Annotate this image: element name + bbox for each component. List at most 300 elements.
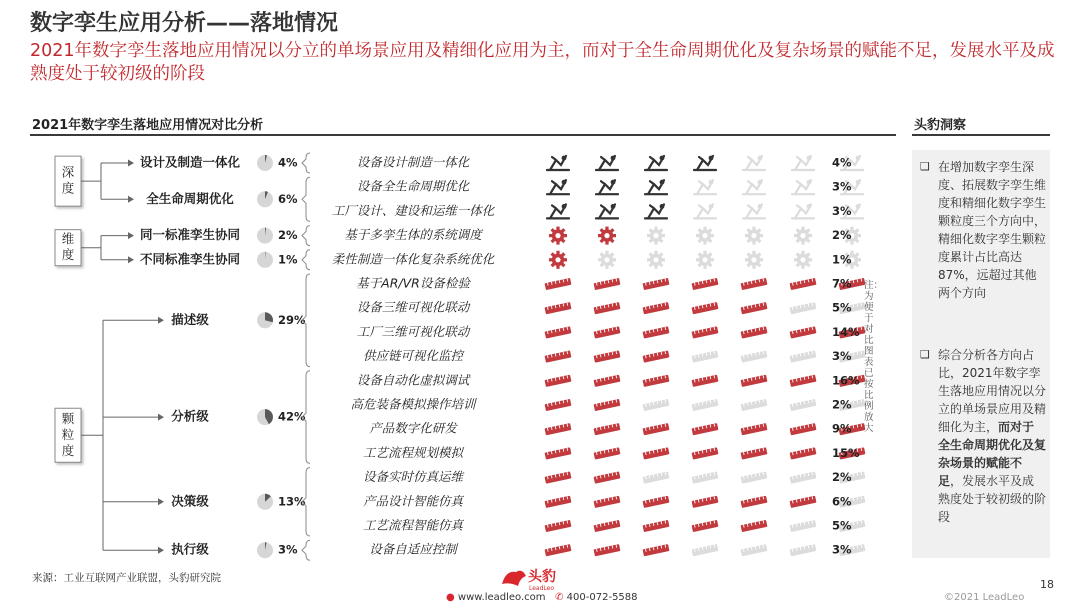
ruler-tick xyxy=(563,521,564,524)
item-value: 3% xyxy=(832,203,852,218)
ruler-tick xyxy=(567,424,568,427)
ruler-filled-icon xyxy=(643,496,670,508)
arrow-icon xyxy=(158,414,164,421)
insight-text xyxy=(938,346,1046,526)
ruler-filled-icon xyxy=(643,520,670,532)
ruler-tick xyxy=(759,497,760,500)
page-subtitle: 2021年数字孪生落地应用情况以分立的单场景应用及精细化应用为主，而对于全生命周期优化及复杂场景的赋能不足，发展水平及成熟度处于较初级的阶段 xyxy=(30,41,1055,84)
ruler-filled-icon xyxy=(643,423,670,435)
group-label: 颗 xyxy=(61,410,75,426)
ruler-tick xyxy=(657,546,658,549)
item-value: 2% xyxy=(832,397,852,412)
ruler-tick xyxy=(555,475,556,478)
ruler-tick xyxy=(653,329,654,332)
ruler-filled-icon xyxy=(545,544,572,556)
ruler-tick xyxy=(747,500,748,503)
ruler-filled-icon xyxy=(545,520,572,532)
brace xyxy=(302,250,310,270)
ruler-tick xyxy=(714,472,715,475)
ruler-icon xyxy=(790,544,817,556)
insight-text-post: ，发展水平及成熟度处于较初级的阶段 xyxy=(938,474,1047,524)
item-value: 14% xyxy=(832,324,860,339)
ruler-tick xyxy=(792,307,793,310)
ruler-tick xyxy=(763,375,764,378)
ruler-filled-icon xyxy=(643,302,670,314)
ruler-tick xyxy=(653,475,654,478)
ruler-tick xyxy=(706,450,707,453)
ruler-filled-icon xyxy=(692,496,719,508)
ruler-tick xyxy=(792,404,793,407)
ruler-filled-icon xyxy=(741,326,768,338)
ruler-tick xyxy=(551,427,552,430)
ruler-tick xyxy=(698,306,699,309)
ruler-tick xyxy=(702,499,703,502)
ruler-tick xyxy=(551,306,552,309)
gear-hole xyxy=(751,257,756,262)
ruler-tick xyxy=(857,521,858,524)
ruler-icon xyxy=(741,520,768,532)
ruler-tick xyxy=(547,549,548,552)
ruler-tick xyxy=(710,279,711,282)
ruler-tick xyxy=(698,330,699,333)
ruler-filled-icon xyxy=(545,375,572,387)
ruler-tick xyxy=(710,376,711,379)
brace xyxy=(302,153,310,173)
ruler-tick xyxy=(796,500,797,503)
ruler-filled-icon xyxy=(545,302,572,314)
gear-icon xyxy=(598,227,616,245)
cad-drafting-icon xyxy=(547,156,569,170)
ruler-tick xyxy=(563,400,564,403)
ruler-icon xyxy=(741,302,768,314)
ruler-filled-icon xyxy=(741,278,768,290)
ruler-tick xyxy=(567,303,568,306)
ruler-tick xyxy=(710,521,711,524)
bullet-icon: ❑ xyxy=(920,348,930,361)
ruler-tick xyxy=(751,547,752,550)
ruler-tick xyxy=(612,328,613,331)
ruler-tick xyxy=(694,452,695,455)
ruler-icon xyxy=(545,399,572,411)
ruler-tick xyxy=(645,404,646,407)
ruler-icon xyxy=(790,375,817,387)
cad-drafting-icon xyxy=(792,204,814,218)
arrow-icon xyxy=(158,317,164,324)
ruler-tick xyxy=(743,525,744,528)
item-value: 3% xyxy=(832,179,852,194)
group-label: 度 xyxy=(61,247,75,263)
ruler-tick xyxy=(567,545,568,548)
ruler-tick xyxy=(751,499,752,502)
cad-drafting-filled-icon xyxy=(547,180,569,194)
ruler-tick xyxy=(706,329,707,332)
ruler-tick xyxy=(702,305,703,308)
ruler-tick xyxy=(604,547,605,550)
ruler-tick xyxy=(857,546,858,549)
ruler-tick xyxy=(657,401,658,404)
ruler-tick xyxy=(800,354,801,357)
ruler-icon xyxy=(643,350,670,362)
ruler-tick xyxy=(800,499,801,502)
ruler-tick xyxy=(645,307,646,310)
ruler-filled-icon xyxy=(741,496,768,508)
ruler-tick xyxy=(853,280,854,283)
ruler-tick xyxy=(600,524,601,527)
ruler-tick xyxy=(747,306,748,309)
item-value: 4% xyxy=(832,155,852,170)
ruler-tick xyxy=(861,327,862,330)
ruler-tick xyxy=(747,451,748,454)
ruler-filled-icon xyxy=(692,375,719,387)
ruler-tick xyxy=(600,379,601,382)
ruler-tick xyxy=(653,378,654,381)
ruler-tick xyxy=(706,425,707,428)
globe-icon: ● xyxy=(446,592,455,603)
ruler-tick xyxy=(657,474,658,477)
ruler-icon xyxy=(594,544,621,556)
item-label: 基于多孪生体的系统调度 xyxy=(344,227,482,243)
ruler-tick xyxy=(853,425,854,428)
item-label: 设备实时仿真运维 xyxy=(362,469,464,485)
ruler-tick xyxy=(800,450,801,453)
item-label: 设备自动化虚拟调试 xyxy=(356,372,470,388)
ruler-tick xyxy=(792,428,793,431)
ruler-tick xyxy=(747,330,748,333)
ruler-tick xyxy=(563,352,564,355)
ruler-tick xyxy=(702,523,703,526)
ruler-tick xyxy=(596,549,597,552)
ruler-icon xyxy=(643,471,670,483)
ruler-tick xyxy=(755,329,756,332)
ruler-tick xyxy=(861,303,862,306)
ruler-tick xyxy=(861,520,862,523)
ruler-tick xyxy=(653,402,654,405)
ruler-tick xyxy=(604,378,605,381)
ruler-tick xyxy=(665,520,666,523)
ruler-tick xyxy=(616,424,617,427)
ruler-tick xyxy=(853,304,854,307)
cad-drafting-icon xyxy=(596,180,618,194)
ruler-icon xyxy=(594,520,621,532)
item-label: 设备三维可视化联动 xyxy=(356,299,470,315)
ruler-tick xyxy=(567,351,568,354)
ruler-tick xyxy=(604,281,605,284)
ruler-tick xyxy=(608,304,609,307)
item-label: 供应链可视化监控 xyxy=(362,348,464,364)
item-value: 3% xyxy=(832,349,852,364)
item-label: 产品设计智能仿真 xyxy=(362,493,464,509)
ruler-tick xyxy=(812,278,813,281)
bullet-icon: ❑ xyxy=(920,160,930,173)
ruler-filled-icon xyxy=(643,278,670,290)
cad-icon-dot xyxy=(709,156,714,161)
ruler-tick xyxy=(555,450,556,453)
ruler-icon xyxy=(741,326,768,338)
brace xyxy=(302,540,310,560)
ruler-tick xyxy=(657,425,658,428)
ruler-tick xyxy=(800,523,801,526)
ruler-icon xyxy=(643,423,670,435)
ruler-tick xyxy=(747,548,748,551)
ruler-tick xyxy=(812,496,813,499)
ruler-tick xyxy=(559,377,560,380)
ruler-tick xyxy=(555,329,556,332)
ruler-tick xyxy=(710,328,711,331)
ruler-tick xyxy=(755,522,756,525)
ruler-tick xyxy=(743,404,744,407)
chart-title: 2021年数字孪生落地应用情况对比分析 xyxy=(32,118,264,133)
ruler-tick xyxy=(800,305,801,308)
ruler-tick xyxy=(661,497,662,500)
cad-icon-dot xyxy=(758,180,763,185)
item-label: 工厂设计、建设和运维一体化 xyxy=(331,202,495,218)
ruler-tick xyxy=(547,379,548,382)
website-link[interactable]: www.leadleo.com xyxy=(457,592,546,603)
cad-drafting-icon xyxy=(792,180,814,194)
ruler-tick xyxy=(804,498,805,501)
ruler-icon xyxy=(692,350,719,362)
ruler-filled-icon xyxy=(741,302,768,314)
ruler-tick xyxy=(747,403,748,406)
ruler-tick xyxy=(698,379,699,382)
cad-drafting-filled-icon xyxy=(645,156,667,170)
cad-drafting-icon xyxy=(792,156,814,170)
logo-subtext: LeadLeo xyxy=(529,585,555,592)
ruler-tick xyxy=(616,472,617,475)
ruler-filled-icon xyxy=(790,496,817,508)
ruler-tick xyxy=(645,549,646,552)
chart-title-rule xyxy=(30,134,896,136)
ruler-tick xyxy=(616,496,617,499)
subgroup-label: 全生命周期优化 xyxy=(146,190,234,206)
ruler-tick xyxy=(747,379,748,382)
ruler-tick xyxy=(645,428,646,431)
gear-hole xyxy=(555,257,560,262)
ruler-tick xyxy=(800,475,801,478)
ruler-filled-icon xyxy=(790,423,817,435)
ruler-tick xyxy=(596,331,597,334)
ruler-tick xyxy=(755,304,756,307)
ruler-tick xyxy=(763,303,764,306)
ruler-tick xyxy=(702,329,703,332)
ruler-icon xyxy=(643,496,670,508)
item-value: 9% xyxy=(832,421,852,436)
ruler-tick xyxy=(710,497,711,500)
cad-icon-dot xyxy=(758,156,763,161)
ruler-filled-icon xyxy=(594,471,621,483)
ruler-icon xyxy=(692,326,719,338)
ruler-tick xyxy=(792,549,793,552)
ruler-tick xyxy=(694,331,695,334)
ruler-icon xyxy=(643,278,670,290)
ruler-icon xyxy=(790,471,817,483)
ruler-icon xyxy=(594,326,621,338)
ruler-filled-icon xyxy=(594,302,621,314)
ruler-icon xyxy=(545,423,572,435)
ruler-tick xyxy=(608,498,609,501)
ruler-tick xyxy=(608,522,609,525)
ruler-filled-icon xyxy=(545,326,572,338)
ruler-tick xyxy=(812,375,813,378)
ruler-tick xyxy=(559,498,560,501)
ruler-filled-icon xyxy=(692,520,719,532)
ruler-tick xyxy=(657,377,658,380)
ruler-tick xyxy=(600,403,601,406)
ruler-tick xyxy=(800,329,801,332)
ruler-tick xyxy=(604,426,605,429)
item-value: 5% xyxy=(832,300,852,315)
ruler-tick xyxy=(763,496,764,499)
ruler-tick xyxy=(861,278,862,281)
phone-number: 400-072-5588 xyxy=(566,592,638,603)
insight-text-pre: 综合分析各方向占比，2021年数字孪生落地应用情况以分立的单场景应用及精细化为主， xyxy=(938,348,1047,434)
ruler-filled-icon xyxy=(790,326,817,338)
ruler-tick xyxy=(714,375,715,378)
ruler-tick xyxy=(567,375,568,378)
gear-hole xyxy=(653,233,658,238)
ruler-tick xyxy=(596,404,597,407)
ruler-filled-icon xyxy=(594,278,621,290)
ruler-icon xyxy=(594,375,621,387)
ruler-icon xyxy=(692,423,719,435)
ruler-filled-icon xyxy=(741,375,768,387)
cad-icon-dot xyxy=(807,180,812,185)
ruler-tick xyxy=(612,425,613,428)
item-value: 5% xyxy=(832,518,852,533)
ruler-tick xyxy=(551,500,552,503)
ruler-tick xyxy=(792,525,793,528)
ruler-filled-icon xyxy=(594,375,621,387)
ruler-tick xyxy=(596,428,597,431)
ruler-tick xyxy=(596,355,597,358)
insight-item-1 xyxy=(920,158,1046,302)
ruler-tick xyxy=(694,476,695,479)
ruler-tick xyxy=(649,500,650,503)
ruler-icon xyxy=(741,544,768,556)
ruler-tick xyxy=(547,307,548,310)
ruler-tick xyxy=(612,352,613,355)
ruler-tick xyxy=(645,452,646,455)
ruler-tick xyxy=(755,353,756,356)
ruler-icon xyxy=(790,302,817,314)
ruler-tick xyxy=(600,500,601,503)
ruler-tick xyxy=(612,497,613,500)
cad-drafting-filled-icon xyxy=(547,204,569,218)
gear-hole xyxy=(555,233,560,238)
ruler-icon xyxy=(545,471,572,483)
ruler-tick xyxy=(763,472,764,475)
ruler-tick xyxy=(796,451,797,454)
cad-drafting-icon xyxy=(743,204,765,218)
cad-drafting-icon xyxy=(743,180,765,194)
ruler-tick xyxy=(714,448,715,451)
group-label: 度 xyxy=(61,180,75,196)
ruler-tick xyxy=(804,377,805,380)
ruler-tick xyxy=(751,523,752,526)
ruler-icon xyxy=(741,278,768,290)
ruler-tick xyxy=(763,448,764,451)
ruler-tick xyxy=(857,473,858,476)
ruler-tick xyxy=(763,545,764,548)
ruler-tick xyxy=(702,547,703,550)
group-label: 深 xyxy=(61,164,75,180)
ruler-tick xyxy=(853,474,854,477)
ruler-tick xyxy=(649,330,650,333)
ruler-tick xyxy=(649,475,650,478)
ruler-tick xyxy=(698,475,699,478)
ruler-tick xyxy=(698,427,699,430)
ruler-tick xyxy=(804,474,805,477)
ruler-filled-icon xyxy=(692,423,719,435)
ruler-tick xyxy=(853,353,854,356)
item-label: 高危装备模拟操作培训 xyxy=(350,396,476,412)
ruler-tick xyxy=(800,426,801,429)
gear-icon xyxy=(794,227,812,245)
ruler-icon xyxy=(545,447,572,459)
ruler-tick xyxy=(743,331,744,334)
ruler-tick xyxy=(600,330,601,333)
ruler-tick xyxy=(567,448,568,451)
ruler-tick xyxy=(563,497,564,500)
ruler-tick xyxy=(747,524,748,527)
cad-icon-dot xyxy=(856,204,861,209)
ruler-tick xyxy=(706,377,707,380)
ruler-tick xyxy=(706,353,707,356)
ruler-tick xyxy=(861,375,862,378)
ruler-tick xyxy=(808,400,809,403)
ruler-tick xyxy=(702,354,703,357)
arrow-icon xyxy=(128,160,134,167)
page-number: 18 xyxy=(1040,578,1054,591)
ruler-tick xyxy=(743,283,744,286)
ruler-tick xyxy=(559,450,560,453)
ruler-tick xyxy=(755,546,756,549)
ruler-tick xyxy=(547,428,548,431)
ruler-tick xyxy=(751,402,752,405)
ruler-tick xyxy=(706,546,707,549)
ruler-icon xyxy=(643,399,670,411)
gear-hole xyxy=(653,257,658,262)
ruler-filled-icon xyxy=(545,471,572,483)
ruler-tick xyxy=(604,499,605,502)
gear-filled-icon xyxy=(549,227,567,245)
ruler-tick xyxy=(563,304,564,307)
ruler-tick xyxy=(649,354,650,357)
ruler-tick xyxy=(861,424,862,427)
ruler-tick xyxy=(649,524,650,527)
ruler-icon xyxy=(692,544,719,556)
ruler-tick xyxy=(665,472,666,475)
ruler-filled-icon xyxy=(741,423,768,435)
ruler-tick xyxy=(759,546,760,549)
ruler-tick xyxy=(567,520,568,523)
ruler-tick xyxy=(657,329,658,332)
cad-icon-dot xyxy=(562,180,567,185)
ruler-tick xyxy=(812,545,813,548)
ruler-tick xyxy=(694,355,695,358)
ruler-tick xyxy=(759,449,760,452)
ruler-tick xyxy=(796,379,797,382)
ruler-tick xyxy=(567,278,568,281)
ruler-tick xyxy=(645,331,646,334)
ruler-tick xyxy=(645,525,646,528)
ruler-tick xyxy=(751,281,752,284)
ruler-tick xyxy=(804,522,805,525)
ruler-filled-icon xyxy=(692,278,719,290)
cad-drafting-icon xyxy=(645,156,667,170)
ruler-tick xyxy=(763,278,764,281)
ruler-tick xyxy=(857,497,858,500)
